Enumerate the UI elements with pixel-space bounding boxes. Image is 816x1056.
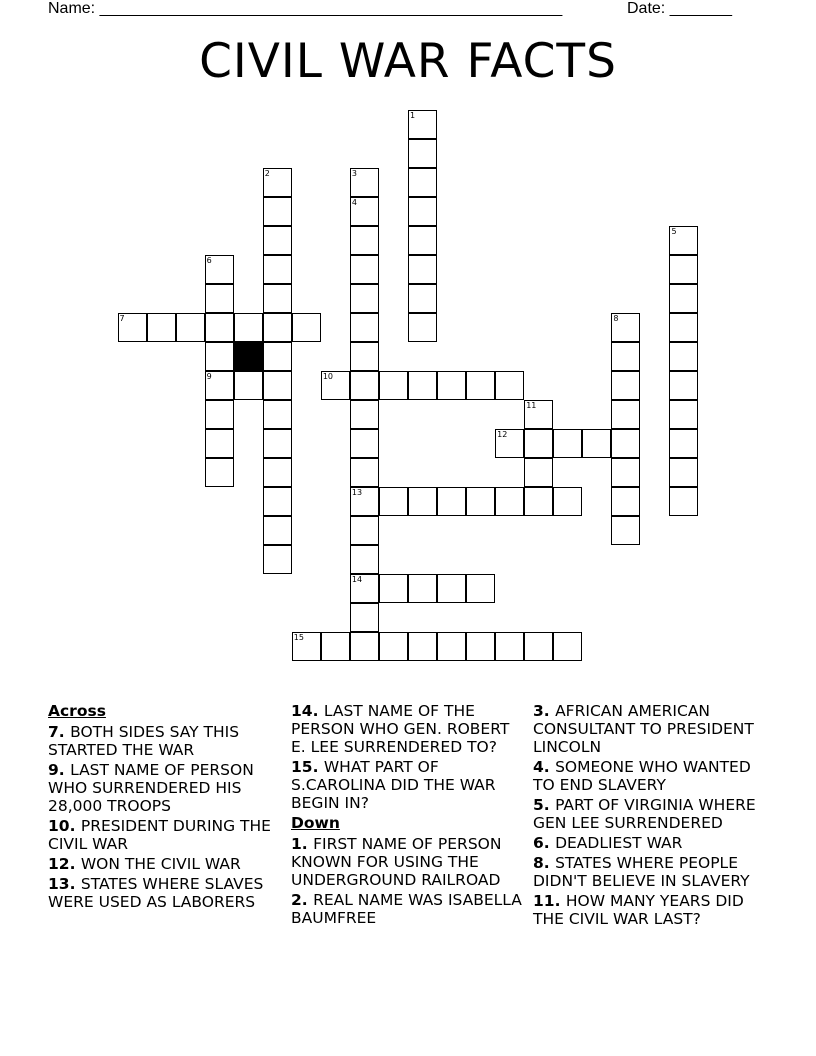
clue-number: 11: [526, 401, 537, 410]
crossword-cell[interactable]: [263, 197, 292, 226]
crossword-cell[interactable]: [669, 284, 698, 313]
clue-item: [533, 758, 769, 794]
clue-item-text: BOTH SIDES SAY THIS STARTED THE WAR: [48, 723, 240, 759]
crossword-cell[interactable]: [611, 429, 640, 458]
crossword-cell[interactable]: [205, 284, 234, 313]
crossword-cell[interactable]: [611, 458, 640, 487]
clue-item-number: 15.: [291, 758, 324, 776]
crossword-cell[interactable]: [524, 632, 553, 661]
clue-item: [533, 892, 769, 928]
clue-item-text: LAST NAME OF PERSON WHO SURRENDERED HIS 28,000 TROOPS: [48, 761, 254, 815]
crossword-cell[interactable]: [495, 429, 524, 458]
crossword-cell[interactable]: [495, 487, 524, 516]
clue-number: 2: [264, 169, 270, 178]
crossword-cell[interactable]: [350, 429, 379, 458]
crossword-cell[interactable]: [553, 429, 582, 458]
crossword-cell[interactable]: [669, 400, 698, 429]
clue-item-number: 12.: [48, 855, 81, 873]
crossword-cell[interactable]: [466, 371, 495, 400]
clue-item: [48, 723, 284, 759]
clue-item: [48, 761, 284, 815]
clue-item: [48, 817, 284, 853]
crossword-cell[interactable]: [669, 458, 698, 487]
clue-item-text: LAST NAME OF THE PERSON WHO GEN. ROBERT E. LEE SURRENDERED TO?: [291, 702, 510, 756]
clue-item-text: WON THE CIVIL WAR: [80, 855, 241, 873]
crossword-cell[interactable]: [611, 342, 640, 371]
crossword-cell[interactable]: [669, 226, 698, 255]
clue-item-number: 8.: [533, 854, 556, 872]
clue-number: 10: [322, 372, 334, 381]
clues-heading: Down: [291, 814, 340, 832]
crossword-cell[interactable]: [350, 255, 379, 284]
clues-heading: Across: [48, 702, 106, 720]
crossword-cell[interactable]: [263, 255, 292, 284]
date-field-label: Date: _______: [627, 0, 732, 17]
crossword-cell[interactable]: [350, 400, 379, 429]
clue-item: [533, 834, 769, 852]
clue-number: 14: [351, 575, 363, 584]
crossword-cell[interactable]: [205, 255, 234, 284]
crossword-cell[interactable]: [379, 632, 408, 661]
clue-item: [48, 875, 284, 911]
crossword-cell[interactable]: [669, 371, 698, 400]
clue-item-number: 11.: [533, 892, 566, 910]
crossword-cell[interactable]: [263, 545, 292, 574]
crossword-cell[interactable]: [611, 400, 640, 429]
clue-item: [533, 796, 769, 832]
crossword-cell[interactable]: [408, 632, 437, 661]
clue-number: 8: [613, 314, 619, 323]
clue-item-text: FIRST NAME OF PERSON KNOWN FOR USING THE UNDERGROUND RAILROAD: [291, 835, 502, 889]
crossword-cell[interactable]: [669, 487, 698, 516]
crossword-cell[interactable]: [408, 284, 437, 313]
crossword-cell[interactable]: [205, 342, 234, 371]
crossword-cell[interactable]: [466, 487, 495, 516]
crossword-cell[interactable]: [669, 313, 698, 342]
crossword-cell[interactable]: [263, 313, 292, 342]
crossword-cell[interactable]: [205, 458, 234, 487]
clue-item-number: 2.: [291, 891, 314, 909]
crossword-cell[interactable]: [234, 313, 263, 342]
crossword-cell[interactable]: [350, 487, 379, 516]
crossword-cell[interactable]: [408, 226, 437, 255]
crossword-cell[interactable]: [350, 371, 379, 400]
crossword-cell[interactable]: [408, 487, 437, 516]
crossword-cell[interactable]: [379, 487, 408, 516]
crossword-cell[interactable]: [553, 632, 582, 661]
crossword-cell[interactable]: [408, 255, 437, 284]
crossword-cell[interactable]: [176, 313, 205, 342]
crossword-cell[interactable]: [669, 429, 698, 458]
crossword-cell[interactable]: [118, 313, 147, 342]
crossword-cell[interactable]: [350, 226, 379, 255]
clue-item-text: STATES WHERE SLAVES WERE USED AS LABORERS: [48, 875, 264, 911]
clue-number: 12: [497, 430, 508, 439]
crossword-cell[interactable]: [408, 574, 437, 603]
clue-item: [291, 758, 527, 812]
name-field-label: Name: ____________________________________________________: [48, 0, 563, 17]
clue-item-text: HOW MANY YEARS DID THE CIVIL WAR LAST?: [533, 892, 744, 928]
clue-item-text: PART OF VIRGINIA WHERE GEN LEE SURRENDERED: [533, 796, 756, 832]
crossword-cell[interactable]: [524, 487, 553, 516]
clue-number: 5: [671, 227, 677, 236]
crossword-cell[interactable]: [611, 313, 640, 342]
crossword-cell[interactable]: [263, 371, 292, 400]
crossword-cell[interactable]: [437, 632, 466, 661]
crossword-cell[interactable]: [205, 313, 234, 342]
crossword-cell[interactable]: [524, 458, 553, 487]
crossword-cell[interactable]: [379, 574, 408, 603]
crossword-cell[interactable]: [350, 574, 379, 603]
crossword-cell[interactable]: [263, 342, 292, 371]
clue-item-number: 1.: [291, 835, 314, 853]
crossword-black-cell: [234, 342, 263, 371]
crossword-cell[interactable]: [437, 574, 466, 603]
crossword-cell[interactable]: [524, 429, 553, 458]
clue-number: 6: [206, 256, 212, 265]
crossword-cell[interactable]: [611, 487, 640, 516]
crossword-cell[interactable]: [263, 429, 292, 458]
crossword-cell[interactable]: [379, 371, 408, 400]
clue-item: [291, 702, 527, 756]
clue-item-number: 4.: [533, 758, 556, 776]
clue-item-number: 14.: [291, 702, 324, 720]
crossword-cell[interactable]: [205, 371, 234, 400]
crossword-cell[interactable]: [147, 313, 176, 342]
crossword-cell[interactable]: [263, 168, 292, 197]
crossword-cell[interactable]: [669, 342, 698, 371]
crossword-cell[interactable]: [350, 458, 379, 487]
crossword-cell[interactable]: [350, 313, 379, 342]
crossword-cell[interactable]: [263, 400, 292, 429]
crossword-cell[interactable]: [582, 429, 611, 458]
crossword-cell[interactable]: [466, 574, 495, 603]
clue-item-text: AFRICAN AMERICAN CONSULTANT TO PRESIDENT LINCOLN: [533, 702, 754, 756]
clue-number: 9: [206, 372, 212, 381]
clue-number: 4: [351, 198, 357, 207]
crossword-cell[interactable]: [408, 110, 437, 139]
clue-number: 7: [119, 314, 125, 323]
crossword-cell[interactable]: [524, 400, 553, 429]
crossword-cell[interactable]: [408, 139, 437, 168]
clue-item-text: WHAT PART OF S.CAROLINA DID THE WAR BEGIN IN?: [291, 758, 496, 812]
clue-item-number: 6.: [533, 834, 556, 852]
clue-item-text: SOMEONE WHO WANTED TO END SLAVERY: [533, 758, 751, 794]
crossword-cell[interactable]: [408, 168, 437, 197]
crossword-cell[interactable]: [350, 284, 379, 313]
clue-item-text: PRESIDENT DURING THE CIVIL WAR: [48, 817, 271, 853]
crossword-cell[interactable]: [292, 632, 321, 661]
clue-item-number: 5.: [533, 796, 556, 814]
clue-number: 13: [351, 488, 363, 497]
crossword-cell[interactable]: [350, 603, 379, 632]
clue-item-number: 7.: [48, 723, 71, 741]
crossword-cell[interactable]: [350, 342, 379, 371]
clue-item: [291, 891, 527, 927]
clue-item-number: 10.: [48, 817, 81, 835]
crossword-cell[interactable]: [408, 371, 437, 400]
clue-item-number: 13.: [48, 875, 81, 893]
crossword-cell[interactable]: [495, 632, 524, 661]
crossword-cell[interactable]: [321, 632, 350, 661]
crossword-cell[interactable]: [408, 197, 437, 226]
crossword-cell[interactable]: [437, 371, 466, 400]
crossword-cell[interactable]: [611, 516, 640, 545]
crossword-cell[interactable]: [263, 487, 292, 516]
clue-item-text: DEADLIEST WAR: [555, 834, 683, 852]
crossword-cell[interactable]: [466, 632, 495, 661]
clue-item-number: 3.: [533, 702, 556, 720]
crossword-cell[interactable]: [350, 168, 379, 197]
crossword-cell[interactable]: [263, 226, 292, 255]
clues-column-2: [291, 702, 527, 929]
crossword-cell[interactable]: [350, 545, 379, 574]
clue-number: 3: [351, 169, 357, 178]
crossword-cell[interactable]: [553, 487, 582, 516]
crossword-cell[interactable]: [495, 371, 524, 400]
clues-column-3: [533, 702, 769, 930]
crossword-cell[interactable]: [263, 284, 292, 313]
clue-item: [48, 855, 284, 873]
crossword-cell[interactable]: [408, 313, 437, 342]
crossword-cell[interactable]: [611, 371, 640, 400]
crossword-cell[interactable]: [437, 487, 466, 516]
crossword-cell[interactable]: [669, 255, 698, 284]
crossword-cell[interactable]: [205, 429, 234, 458]
clue-item: [291, 835, 527, 889]
crossword-cell[interactable]: [263, 516, 292, 545]
clue-number: 1: [410, 111, 416, 120]
clue-item: [533, 854, 769, 890]
crossword-cell[interactable]: [350, 197, 379, 226]
crossword-cell[interactable]: [321, 371, 350, 400]
clue-item-number: 9.: [48, 761, 71, 779]
crossword-cell[interactable]: [350, 632, 379, 661]
crossword-cell[interactable]: [205, 400, 234, 429]
crossword-cell[interactable]: [292, 313, 321, 342]
crossword-cell[interactable]: [350, 516, 379, 545]
clue-item-text: REAL NAME WAS ISABELLA BAUMFREE: [291, 891, 522, 927]
clue-item-text: STATES WHERE PEOPLE DIDN'T BELIEVE IN SLAVERY: [533, 854, 750, 890]
crossword-cell[interactable]: [234, 371, 263, 400]
clue-item: [533, 702, 769, 756]
crossword-cell[interactable]: [263, 458, 292, 487]
clue-number: 15: [293, 633, 304, 642]
clues-column-1: [48, 702, 284, 913]
page-title: CIVIL WAR FACTS: [199, 34, 617, 89]
